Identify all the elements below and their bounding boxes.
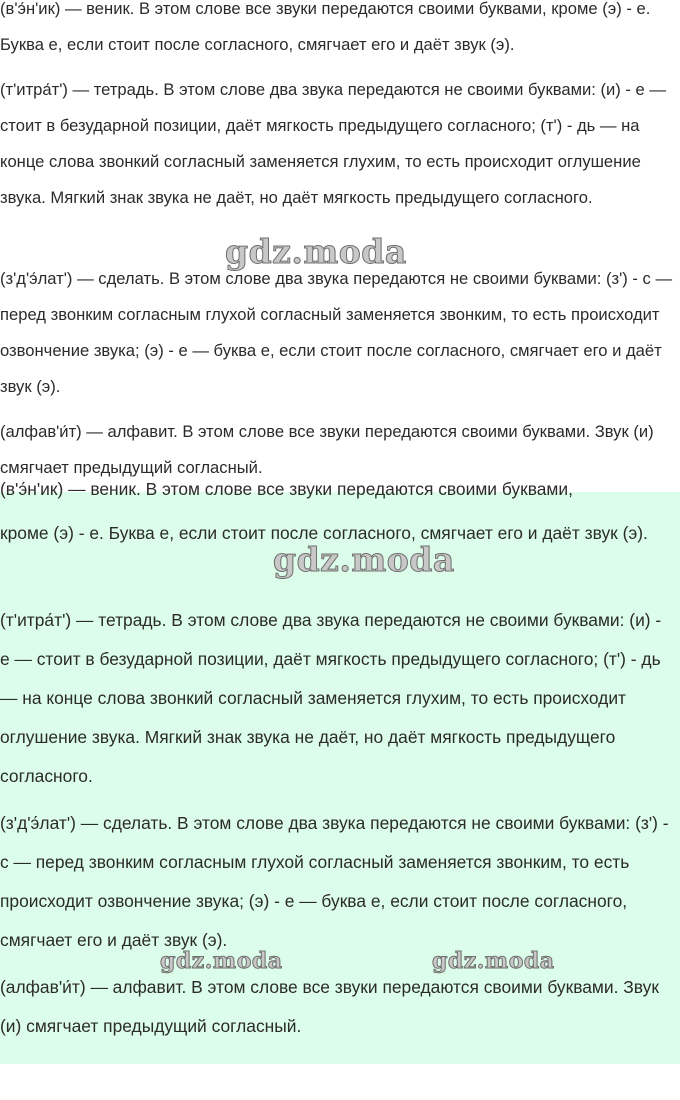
watermark-logo: gdz.moda	[225, 232, 407, 271]
paragraph-alfavit: (алфав'и́т) — алфавит. В этом слове все звуки передаются своими буквами. Звук (и) смягчает предыдущий согласный.	[0, 977, 659, 1036]
watermark-logo: gdz.moda	[160, 948, 283, 974]
answer-block-plain	[0, 0, 680, 492]
watermark-logo: gdz.moda	[273, 540, 455, 579]
watermark-logo: gdz.moda	[432, 948, 555, 974]
paragraph-alfavit: (алфав'и́т) — алфавит. В этом слове все звуки передаются своими буквами. Звук (и) смягчает предыдущий согласный.	[0, 422, 654, 477]
cut-off-line: (в'э́н'ик) — веник. В этом слове все звуки передаются своими буквами,	[0, 479, 573, 499]
answer-block-highlighted	[0, 479, 680, 1064]
paragraph-venik-cont: кроме (э) - е. Буква е, если стоит после согласного, смягчает его и даёт звук (э).	[0, 523, 648, 543]
paragraph-tetrad: (т'итра́т') — тетрадь. В этом слове два звука передаются не своими буквами: (и) - е — стоит в безударной позиции, даёт мягкость предыдущего согласного; (т') - дь — на конце слова звонкий согласный заменяется глухим, то есть происходит оглушение звука. Мягкий знак звука не даёт, но даёт мягкость предыдущего согласного.	[0, 610, 662, 786]
paragraph-sdelat: (з'д'э́лат') — сделать. В этом слове два звука передаются не своими буквами: (з') - с — перед звонким согласным глухой согласный заменяется звонким, то есть происходит озвончение звука; (э) - е — буква е, если стоит после согласного, смягчает его и даёт звук (э).	[0, 269, 673, 396]
paragraph-venik: (в'э́н'ик) — веник. В этом слове все звуки передаются своими буквами, кроме (э) - е. Буква е, если стоит после согласного, смягчает его и даёт звук (э).	[0, 0, 651, 54]
paragraph-tetrad: (т'итра́т') — тетрадь. В этом слове два звука передаются не своими буквами: (и) - е — стоит в безударной позиции, даёт мягкость предыдущего согласного; (т') - дь — на конце слова звонкий согласный заменяется глухим, то есть происходит оглушение звука. Мягкий знак звука не даёт, но даёт мягкость предыдущего согласного.	[0, 80, 666, 207]
paragraph-sdelat: (з'д'э́лат') — сделать. В этом слове два звука передаются не своими буквами: (з') - с — перед звонким согласным глухой согласный заменяется звонким, то есть происходит озвончение звука; (э) - е — буква е, если стоит после согласного, смягчает его и даёт звук (э).	[0, 813, 669, 950]
